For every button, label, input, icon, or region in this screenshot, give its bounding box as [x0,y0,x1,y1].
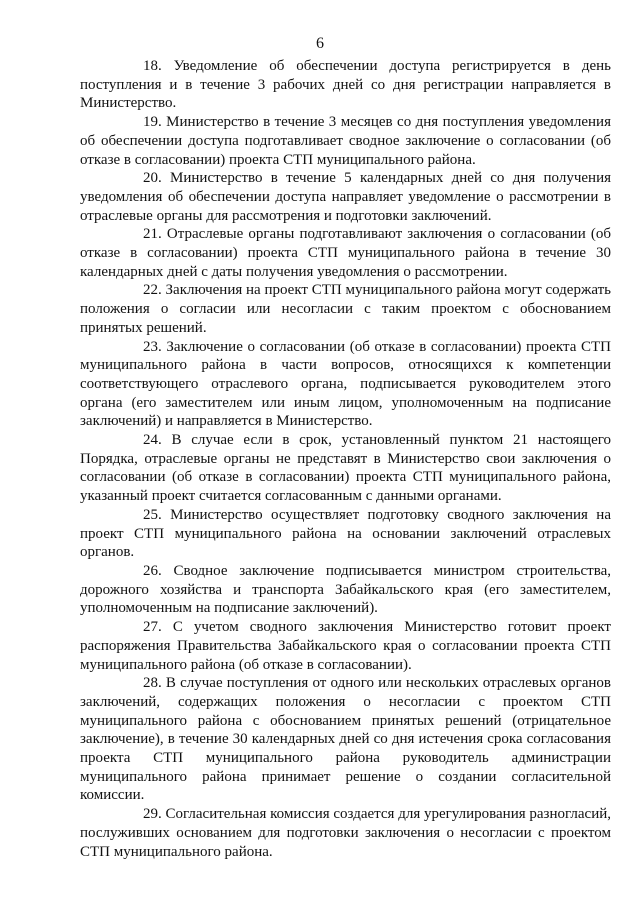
paragraph-24: 24. В случае если в срок, установленный пунктом 21 настоящего Порядка, отраслевые органы не представят в Министерство свои заключения о согласовании (об отказе в согласовании) проекта СТП муниципального района, указанный проект считается согласованным с данными органами. [80,432,611,505]
paragraph-18: 18. Уведомление об обеспечении доступа регистрируется в день поступления и в течение 3 рабочих дней со дня регистрации направляется в Министерство. [80,58,611,112]
paragraph-21: 21. Отраслевые органы подготавливают заключения о согласовании (об отказе в согласовании) проекта СТП муниципального района в течение 30 календарных дней с даты получения уведомления о рассмотрении. [80,226,611,280]
paragraph-19: 19. Министерство в течение 3 месяцев со дня поступления уведомления об обеспечении доступа подготавливает сводное заключение о согласовании (об отказе в согласовании) проекта СТП муниципального района. [80,114,611,168]
document-body [80,57,611,861]
paragraph-29: 29. Согласительная комиссия создается для урегулирования разногласий, послуживших основанием для подготовки заключения о несогласии с проектом СТП муниципального района. [80,806,611,860]
paragraph-23: 23. Заключение о согласовании (об отказе в согласовании) проекта СТП муниципального района в части вопросов, относящихся к компетенции соответствующего отраслевого органа, подписывается руководителем этого органа (его заместителем или иным лицом, уполномоченным на подписание заключений) и направляется в Министерство. [80,338,611,430]
paragraph-25: 25. Министерство осуществляет подготовку сводного заключения на проект СТП муниципального района на основании заключений отраслевых органов. [80,506,611,561]
paragraph-22: 22. Заключения на проект СТП муниципального района могут содержать положения о согласии или несогласии с таким проектом с обоснованием принятых решений. [80,282,611,336]
paragraph-27: 27. С учетом сводного заключения Министерство готовит проект распоряжения Правительства Забайкальского края о согласовании проекта СТП муниципального района (об отказе в согласовании). [80,619,611,673]
paragraph-28: 28. В случае поступления от одного или нескольких отраслевых органов заключений, содержащих положения о несогласии с проектом СТП муниципального района с обоснованием принятых решений (отрицательное заключение), в течение 30 календарных дней со дня истечения срока согласования проекта СТП муниципального района руководитель администрации муниципального района принимает решение о создании согласительной комиссии. [80,675,611,804]
paragraph-26: 26. Сводное заключение подписывается министром строительства, дорожного хозяйства и транспорта Забайкальского края (его заместителем, уполномоченным на подписание заключений). [80,562,611,617]
page-number: 6 [316,35,324,52]
paragraph-20: 20. Министерство в течение 5 календарных дней со дня получения уведомления об обеспечении доступа направляет уведомление о рассмотрении в отраслевые органы для рассмотрения и подготовки заключений. [80,170,611,224]
